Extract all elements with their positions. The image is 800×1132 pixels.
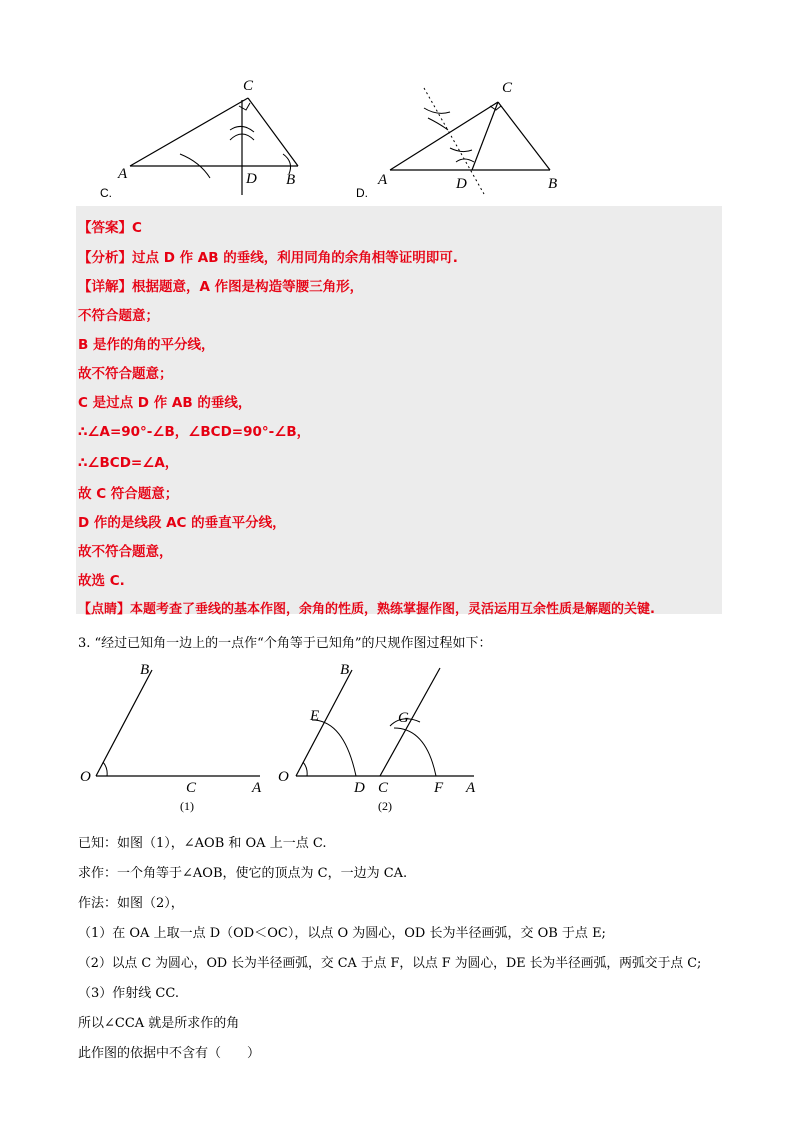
q3-method: 作法：如图（2），: [78, 896, 184, 911]
answer-line-5: B 是作的角的平分线，: [78, 337, 215, 353]
q3-conclusion: 所以∠CCA 就是所求作的角: [78, 1016, 240, 1031]
label-d: D: [456, 176, 467, 192]
label-d: D: [246, 171, 257, 187]
label-d: D: [354, 780, 365, 796]
label-c: C: [186, 780, 197, 796]
q3-step-3: （3）作射线 CC.: [78, 986, 179, 1001]
q3-given: 已知：如图（1），∠AOB 和 OA 上一点 C.: [78, 836, 327, 851]
label-o: O: [80, 769, 91, 785]
label-b: B: [340, 662, 350, 678]
label-b: B: [548, 176, 558, 192]
label-f: F: [434, 780, 444, 796]
figure-option-d: [372, 70, 582, 195]
label-c: C: [243, 78, 254, 94]
figure-1-caption: (1): [180, 799, 194, 813]
q3-question: 此作图的依据中不含有（ ）: [78, 1046, 261, 1061]
answer-line-12: 故不符合题意，: [78, 544, 173, 560]
answer-line-11: D 作的是线段 AC 的垂直平分线，: [78, 515, 286, 531]
label-a: A: [252, 780, 262, 796]
figure-1: [76, 658, 276, 818]
label-c: C: [378, 780, 389, 796]
answer-line-7: C 是过点 D 作 AB 的垂线，: [78, 395, 252, 411]
label-a: A: [466, 780, 476, 796]
answer-line-4: 不符合题意；: [78, 308, 159, 324]
figure-option-c: [100, 70, 320, 195]
option-d-label: D.: [356, 186, 368, 200]
figure-2: [274, 658, 494, 818]
answer-line-1: 【答案】C: [78, 220, 142, 236]
answer-line-3: 【详解】根据题意，A 作图是构造等腰三角形，: [78, 279, 364, 295]
figure-2-caption: (2): [378, 799, 392, 813]
answer-line-9: ∴∠BCD=∠A，: [78, 455, 179, 471]
label-b: B: [286, 172, 296, 188]
q3-step-2: （2）以点 C 为圆心，OD 长为半径画弧，交 CA 于点 F，以点 F 为圆心，DE 长为半径画弧，两弧交于点 C;: [78, 956, 702, 971]
answer-line-6: 故不符合题意；: [78, 366, 173, 382]
answer-line-8: ∴∠A=90°-∠B，∠BCD=90°-∠B，: [78, 424, 311, 440]
label-c: C: [502, 80, 513, 96]
answer-line-13: 故选 C.: [78, 573, 125, 589]
q3-required: 求作：一个角等于∠AOB，使它的顶点为 C，一边为 CA.: [78, 866, 408, 881]
answer-line-2: 【分析】过点 D 作 AB 的垂线，利用同角的余角相等证明即可.: [78, 250, 458, 266]
q3-step-1: （1）在 OA 上取一点 D（OD＜OC），以点 O 为圆心，OD 长为半径画弧，交 OB 于点 E;: [78, 926, 606, 941]
label-a: A: [378, 172, 388, 188]
question-3-stem: 3. “经过已知角一边上的一点作“个角等于已知角”的尺规作图过程如下：: [78, 636, 492, 651]
label-o: O: [278, 769, 289, 785]
label-a: A: [118, 166, 128, 182]
label-e: E: [310, 708, 320, 724]
option-c-label: C.: [100, 186, 112, 200]
label-b: B: [140, 662, 150, 678]
answer-line-14: 【点睛】本题考查了垂线的基本作图，余角的性质，熟练掌握作图，灵活运用互余性质是解题的关键.: [78, 602, 655, 617]
answer-line-10: 故 C 符合题意；: [78, 486, 179, 502]
label-g: G: [398, 710, 409, 726]
